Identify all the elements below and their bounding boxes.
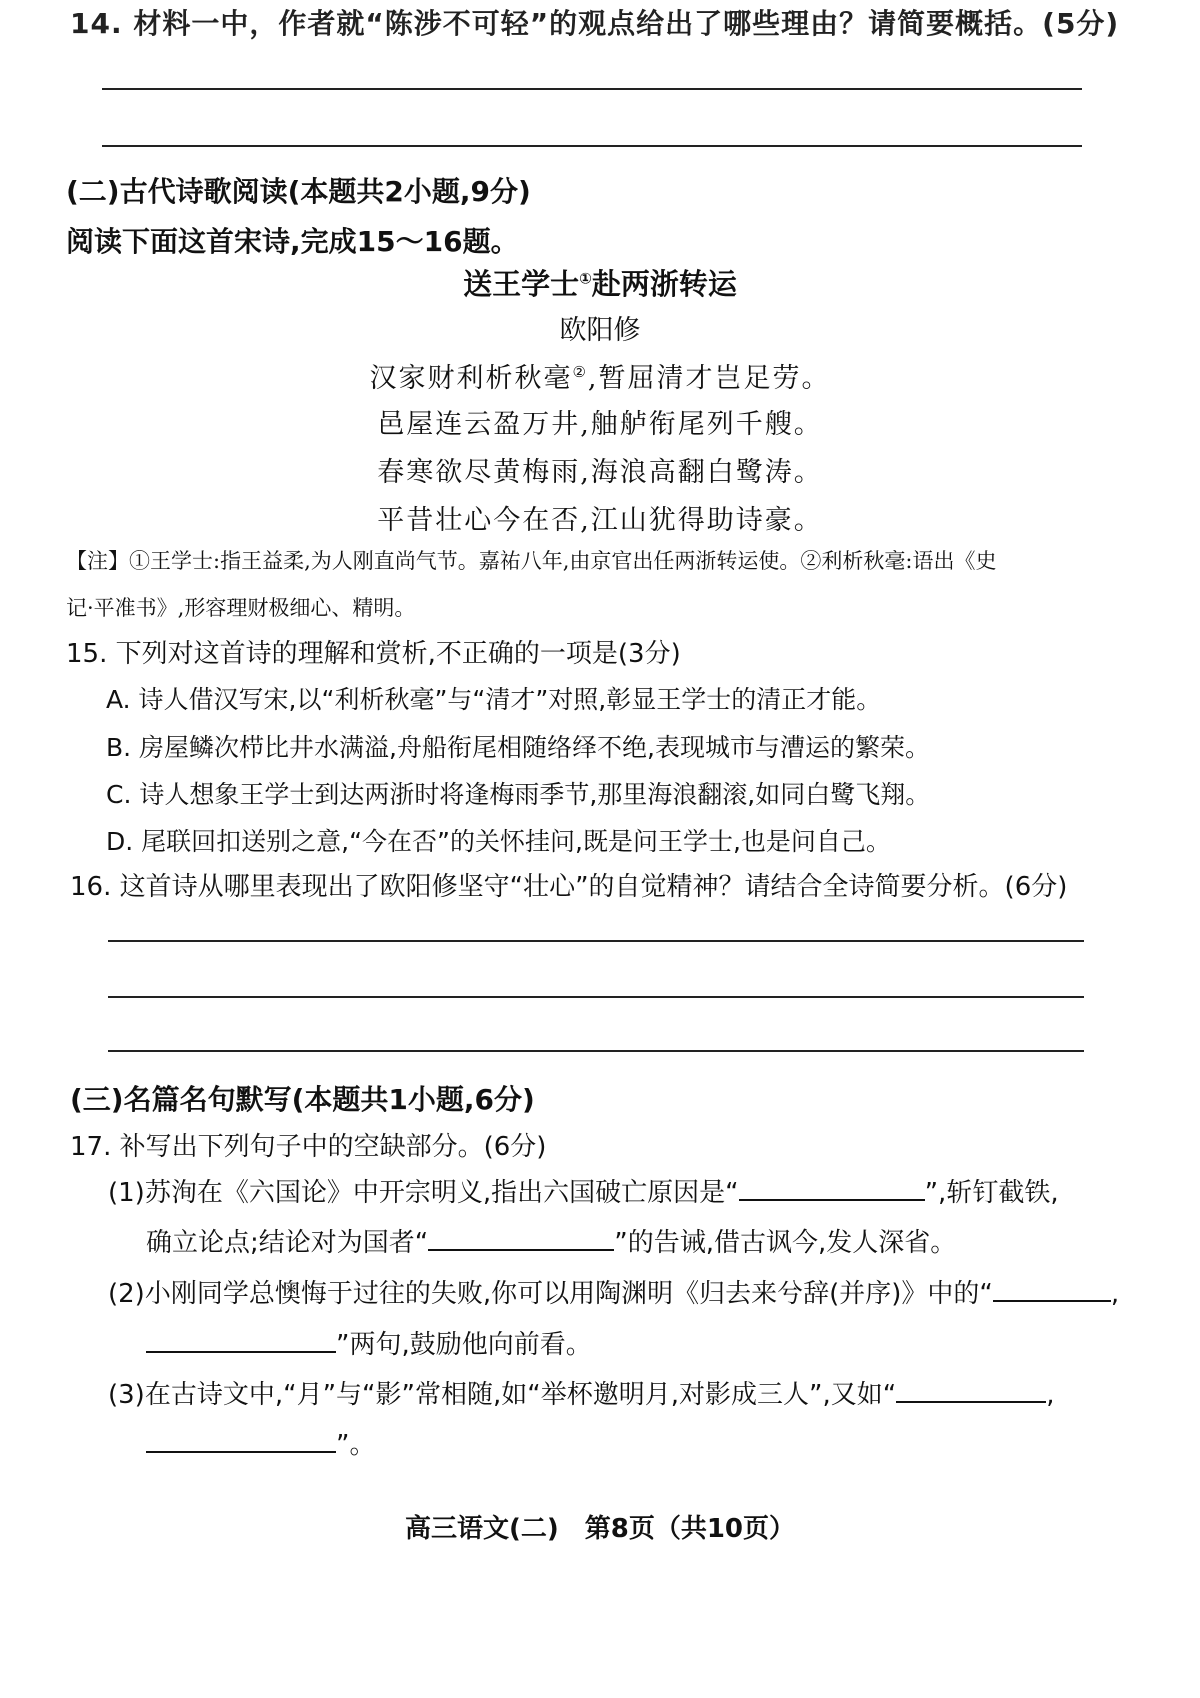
fill-blank[interactable] xyxy=(993,1278,1111,1302)
question-17-part-2 xyxy=(108,1273,1119,1310)
question-17-part-1 xyxy=(108,1172,1059,1209)
question-17-part-2-text-b: , xyxy=(1110,1279,1120,1309)
question-15-option-d: D. 尾联回扣送别之意,“今在否”的关怀挂问,既是问王学士,也是问自己。 xyxy=(106,827,891,856)
fill-blank[interactable] xyxy=(146,1329,336,1353)
question-16-stem: 16. 这首诗从哪里表现出了欧阳修坚守“壮心”的自觉精神？请结合全诗简要分析。(6分) xyxy=(70,872,1068,902)
answer-line xyxy=(108,940,1084,942)
question-15-option-c: C. 诗人想象王学士到达两浙时将逢梅雨季节,那里海浪翻滚,如同白鹭飞翔。 xyxy=(106,780,931,809)
section-3-heading: (三)名篇名句默写(本题共1小题,6分) xyxy=(70,1083,535,1116)
question-17-part-3-text-c: ”。 xyxy=(336,1430,376,1460)
question-17-part-2-text-c: ”两句,鼓励他向前看。 xyxy=(336,1330,592,1360)
answer-line xyxy=(102,88,1082,90)
question-14-stem: 14. 材料一中，作者就“陈涉不可轻”的观点给出了哪些理由？请简要概括。(5分) xyxy=(70,7,1120,40)
fill-blank[interactable] xyxy=(428,1227,614,1251)
poem-line-3: 春寒欲尽黄梅雨,海浪高翻白鹭涛。 xyxy=(377,457,823,488)
question-17-part-1-text-d: ”的告诫,借古讽今,发人深省。 xyxy=(614,1228,957,1258)
answer-line xyxy=(102,145,1082,147)
poem-author: 欧阳修 xyxy=(559,315,641,346)
question-17-part-1-text-b: ”,斩钉截铁, xyxy=(924,1178,1059,1208)
poem-title-text: 送王学士 xyxy=(463,267,580,301)
question-15-stem: 15. 下列对这首诗的理解和赏析,不正确的一项是(3分) xyxy=(66,639,681,669)
answer-line xyxy=(108,1050,1084,1052)
poem-line-2: 邑屋连云盈万井,舳舻衔尾列千艘。 xyxy=(377,409,823,440)
page-footer: 高三语文(二) 第8页（共10页） xyxy=(404,1514,796,1544)
section-2-instruction: 阅读下面这首宋诗,完成15～16题。 xyxy=(66,225,519,258)
fill-blank[interactable] xyxy=(146,1429,336,1453)
question-17-part-1-text-c: 确立论点;结论对为国者“ xyxy=(146,1228,429,1258)
poem-title-text-rest: 赴两浙转运 xyxy=(591,267,737,301)
poem-line-4: 平昔壮心今在否,江山犹得助诗豪。 xyxy=(377,505,823,536)
poem-line-1-text: 汉家财利析秋毫 xyxy=(369,363,573,394)
section-2-heading: (二)古代诗歌阅读(本题共2小题,9分) xyxy=(66,175,531,208)
question-17-part-3-text: (3)在古诗文中,“月”与“影”常相随,如“举杯邀明月,对影成三人”,又如“ xyxy=(108,1380,897,1410)
poem-line-1-rest: ,暂屈清才岂足劳。 xyxy=(587,363,831,394)
question-17-part-3-text-b: , xyxy=(1046,1380,1055,1410)
question-17-part-1-cont xyxy=(146,1222,956,1259)
poem-note-line-2: 记·平准书》,形容理财极细心、精明。 xyxy=(66,596,416,620)
question-15-option-b: B. 房屋鳞次栉比井水满溢,舟船衔尾相随络绎不绝,表现城市与漕运的繁荣。 xyxy=(106,733,930,762)
answer-line xyxy=(108,996,1084,998)
question-17-part-2-cont xyxy=(146,1324,592,1361)
note-mark: ① xyxy=(579,269,592,288)
fill-blank[interactable] xyxy=(739,1177,925,1201)
question-15-option-a: A. 诗人借汉写宋,以“利析秋毫”与“清才”对照,彰显王学士的清正才能。 xyxy=(106,685,882,714)
poem-line-1 xyxy=(0,356,1200,395)
fill-blank[interactable] xyxy=(896,1379,1046,1403)
question-17-part-3-cont xyxy=(146,1424,375,1461)
question-17-part-2-text: (2)小刚同学总懊悔于过往的失败,你可以用陶渊明《归去来兮辞(并序)》中的“ xyxy=(108,1279,993,1309)
question-17-stem: 17. 补写出下列句子中的空缺部分。(6分) xyxy=(70,1132,547,1162)
poem-title xyxy=(0,262,1200,303)
question-17-part-3 xyxy=(108,1374,1054,1411)
question-17-part-1-text: (1)苏洵在《六国论》中开宗明义,指出六国破亡原因是“ xyxy=(108,1178,739,1208)
poem-note-line-1: 【注】①王学士:指王益柔,为人刚直尚气节。嘉祐八年,由京官出任两浙转运使。②利析秋毫:语出《史 xyxy=(66,549,997,573)
note-mark: ② xyxy=(572,363,588,381)
